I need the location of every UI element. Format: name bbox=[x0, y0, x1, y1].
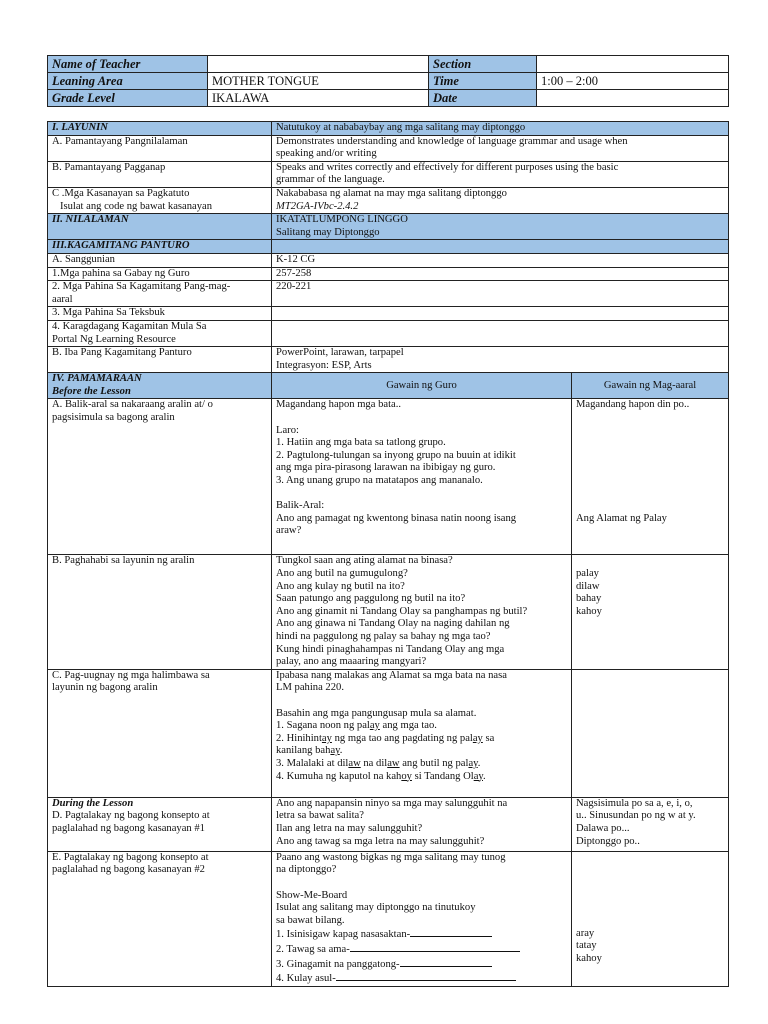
pag-uugnay-label: C. Pag-uugnay ng mga halimbawa sa layunin ng bagong aralin bbox=[48, 669, 272, 797]
balik-aral-label: A. Balik-aral sa nakaraang aralin at/ o pagsisimula sa bagong aralin bbox=[48, 399, 272, 555]
pagtalakay-2-mag-aaral: aray tatay kahoy bbox=[572, 851, 729, 986]
layunin-heading: I. LAYUNIN bbox=[48, 122, 272, 136]
balik-aral-mag-aaral: Magandang hapon din po.. Ang Alamat ng Palay bbox=[572, 399, 729, 555]
kasanayan-value: Nakababasa ng alamat na may mga salitang diptonggo MT2GA-IVbc-2.4.2 bbox=[272, 187, 729, 213]
during-lesson-label: During the Lesson bbox=[52, 797, 134, 809]
pagtalakay-1-guro: Ano ang napapansin ninyo sa mga may salungguhit na letra sa bawat salita? Ilan ang letra na may salungguhit? Ano ang tawag sa mga letra na may salungguhit? bbox=[272, 797, 572, 851]
gabay-guro-label: 1.Mga pahina sa Gabay ng Guro bbox=[48, 267, 272, 281]
karagdagang-kagamitan-label: 4. Karagdagang Kagamitan Mula Sa Portal Ng Learning Resource bbox=[48, 320, 272, 346]
gabay-guro-value: 257-258 bbox=[272, 267, 729, 281]
nilalaman-value: IKATATLUMPONG LINGGO Salitang may Diptonggo bbox=[272, 214, 729, 240]
kagamitan-heading: III.KAGAMITANG PANTURO bbox=[48, 240, 272, 254]
teksbuk-label: 3. Mga Pahina Sa Teksbuk bbox=[48, 307, 272, 321]
header-table bbox=[47, 55, 729, 107]
teacher-name-label: Name of Teacher bbox=[48, 56, 208, 73]
kasanayan-code: MT2GA-IVbc-2.4.2 bbox=[276, 200, 359, 212]
pag-uugnay-guro: Ipabasa nang malakas ang Alamat sa mga bata na nasa LM pahina 220. Basahin ang mga pangungusap mula sa alamat. 1. Sagana noon ng palay ang mga tao. 2. Hinihintay ng mga tao ang pagdating ng palay sa kanilang bahay. 3. Malalaki at dilaw na dilaw ang butil ng palay. 4. Kumuha ng kaputol na kahoy si Tandang Olay. bbox=[272, 669, 572, 797]
lesson-plan-table bbox=[47, 121, 729, 987]
pamamaraan-heading: IV. PAMAMARAAN Before the Lesson bbox=[48, 373, 272, 399]
balik-aral-guro: Magandang hapon mga bata.. Laro: 1. Hatiin ang mga bata sa tatlong grupo. 2. Pagtulong-tulungan sa inyong grupo na buuin at idikit ang mga pira-pirasong larawan na ibibigay ng guro. 3. Ang unang grupo na matatapos ang mananalo. Balik-Aral: Ano ang pamagat ng kwentong binasa natin noong isang araw? bbox=[272, 399, 572, 555]
time-value: 1:00 – 2:00 bbox=[537, 73, 729, 90]
gawain-mag-aaral-header: Gawain ng Mag-aaral bbox=[572, 373, 729, 399]
grade-level-label: Grade Level bbox=[48, 90, 208, 107]
time-label: Time bbox=[429, 73, 537, 90]
pagtalakay-1-label: During the Lesson D. Pagtalakay ng bagong konsepto at paglalahad ng bagong kasanayan #1 bbox=[48, 797, 272, 851]
section-label: Section bbox=[429, 56, 537, 73]
kagamitang-mag-aaral-label: 2. Mga Pahina Sa Kagamitang Pang-mag- aaral bbox=[48, 281, 272, 307]
karagdagang-kagamitan-value bbox=[272, 320, 729, 346]
gawain-guro-header: Gawain ng Guro bbox=[272, 373, 572, 399]
kasanayan-label: C .Mga Kasanayan sa Pagkatuto Isulat ang code ng bawat kasanayan bbox=[48, 187, 272, 213]
learning-area-label: Leaning Area bbox=[48, 73, 208, 90]
before-lesson-label: Before the Lesson bbox=[52, 385, 131, 397]
sanggunian-value: K-12 CG bbox=[272, 253, 729, 267]
pagtalakay-2-label: E. Pagtalakay ng bagong konsepto at paglalahad ng bagong kasanayan #2 bbox=[48, 851, 272, 986]
paghahabi-mag-aaral: palay dilaw bahay kahoy bbox=[572, 555, 729, 669]
iba-pang-kagamitan-value: PowerPoint, larawan, tarpapel Integrasyon: ESP, Arts bbox=[272, 347, 729, 373]
paghahabi-label: B. Paghahabi sa layunin ng aralin bbox=[48, 555, 272, 669]
pamantayang-pagganap-label: B. Pamantayang Pagganap bbox=[48, 161, 272, 187]
pamantayang-pangnilalaman-label: A. Pamantayang Pangnilalaman bbox=[48, 135, 272, 161]
paghahabi-guro: Tungkol saan ang ating alamat na binasa? Ano ang butil na gumugulong? Ano ang kulay ng butil na ito? Saan patungo ang paggulong ng butil na ito? Ano ang ginamit ni Tandang Olay sa panghampas ng butil? Ano ang ginawa ni Tandang Olay na naging dahilan ng hindi na paggulong ng palay sa bahay ng mga tao? Kung hindi pinaghahampas ni Tandang Olay ang mga palay, ano ang maaaring mangyari? bbox=[272, 555, 572, 669]
kagamitang-mag-aaral-value: 220-221 bbox=[272, 281, 729, 307]
teacher-name-value bbox=[208, 56, 429, 73]
date-label: Date bbox=[429, 90, 537, 107]
pamantayang-pangnilalaman-value: Demonstrates understanding and knowledge of language grammar and usage when speaking and/or writing bbox=[272, 135, 729, 161]
iba-pang-kagamitan-label: B. Iba Pang Kagamitang Panturo bbox=[48, 347, 272, 373]
nilalaman-heading: II. NILALAMAN bbox=[48, 214, 272, 240]
date-value bbox=[537, 90, 729, 107]
pamantayang-pagganap-value: Speaks and writes correctly and effectively for different purposes using the basic grammar of the language. bbox=[272, 161, 729, 187]
pagtalakay-2-guro: Paano ang wastong bigkas ng mga salitang may tunog na diptonggo? Show-Me-Board Isulat ang salitang may diptonggo na tinutukoy sa bawat bilang. 1. Isinisigaw kapag nasasaktan- 2. Tawag sa ama- 3. Ginagamit na panggatong- 4. Kulay asul- bbox=[272, 851, 572, 986]
layunin-value: Natutukoy at nababaybay ang mga salitang may diptonggo bbox=[272, 122, 729, 136]
teksbuk-value bbox=[272, 307, 729, 321]
grade-level-value: IKALAWA bbox=[208, 90, 429, 107]
pagtalakay-1-mag-aaral: Nagsisimula po sa a, e, i, o, u.. Sinusundan po ng w at y. Dalawa po... Diptonggo po.. bbox=[572, 797, 729, 851]
learning-area-value: MOTHER TONGUE bbox=[208, 73, 429, 90]
section-value bbox=[537, 56, 729, 73]
pag-uugnay-mag-aaral bbox=[572, 669, 729, 797]
sanggunian-label: A. Sanggunian bbox=[48, 253, 272, 267]
